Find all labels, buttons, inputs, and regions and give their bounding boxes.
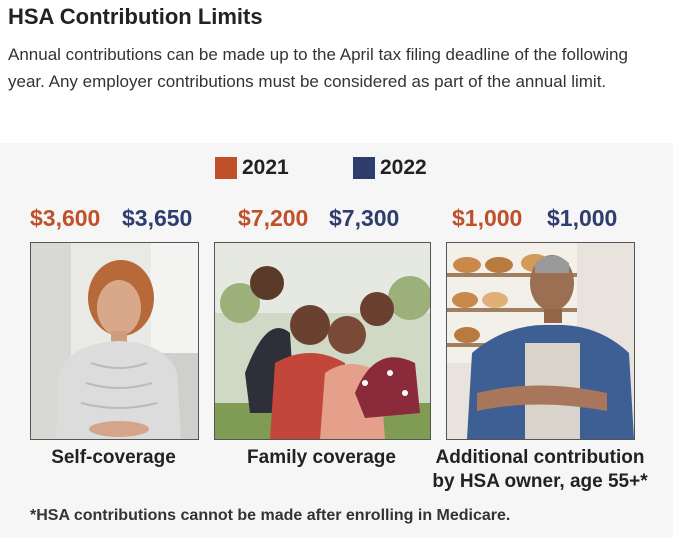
caption-self-line1: Self-coverage <box>51 447 176 468</box>
value-family-2021: $7,200 <box>238 205 309 231</box>
photo-family-coverage <box>214 242 431 440</box>
caption-family-line1: Family coverage <box>247 447 396 468</box>
legend-swatch-2022 <box>353 157 375 179</box>
legend-item-2022 <box>353 156 427 180</box>
value-self-2021: $3,600 <box>30 205 101 231</box>
value-family-2022: $7,300 <box>329 205 400 231</box>
photo-self-coverage <box>30 242 199 440</box>
footnote: *HSA contributions cannot be made after enrolling in Medicare. <box>30 507 511 524</box>
intro-text: Annual contributions can be made up to the April tax filing deadline of the following year. Any employer contributions must be considered as part of the annual limit. <box>8 45 628 91</box>
legend-label-2022: 2022 <box>380 156 427 179</box>
value-self-2022: $3,650 <box>122 205 193 231</box>
caption-catchup-contribution <box>430 446 650 494</box>
caption-family-coverage <box>214 446 429 470</box>
value-catchup-2021: $1,000 <box>452 205 523 231</box>
legend-label-2021: 2021 <box>242 156 289 179</box>
caption-self-coverage <box>30 446 197 470</box>
legend-item-2021 <box>215 156 289 180</box>
value-catchup-2022: $1,000 <box>547 205 618 231</box>
photo-catchup-contribution <box>446 242 635 440</box>
legend-swatch-2021 <box>215 157 237 179</box>
caption-catchup-line1: Additional contribution <box>435 447 645 468</box>
caption-catchup-line2: by HSA owner, age 55+* <box>432 471 648 492</box>
page-title: HSA Contribution Limits <box>8 4 263 29</box>
